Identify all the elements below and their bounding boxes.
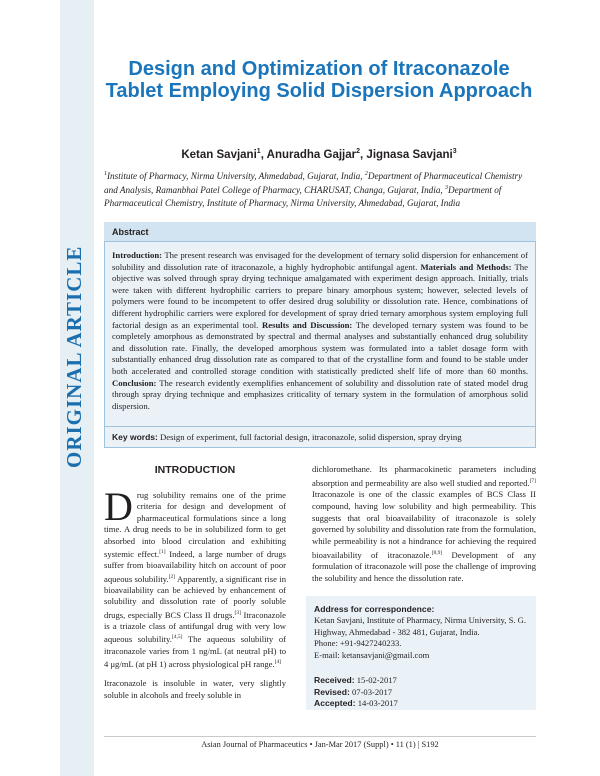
- affil-sup: 1: [104, 171, 107, 177]
- abstract-methods: The objective was solved through spray drying technique amalgamated with experiment design approach. Initially, trials were taken with different hydrophilic carriers to prepare binary amorphous system; however, selected levels of polymers were found to be incompetent to offer desired drug solubility or dissolution rate. Hence, combinations of different hydrophilic carriers were explored for development of spray dried ternary amorphous system employing full factorial design as an experimental tool.: [112, 261, 528, 330]
- author-affil-sup: 1: [256, 148, 261, 155]
- affiliation-3: Department of Pharmaceutical Chemistry, Institute of Pharmacy, Nirma University, Ahmedabad, Gujarat, India: [104, 185, 502, 208]
- affiliation-2: Department of Pharmaceutical Chemistry and Analysis, Ramanbhai Patel College of Pharmacy, CHARUSAT, Changa, Gujarat, India,: [104, 171, 523, 196]
- author-affil-sup: 2: [356, 148, 361, 155]
- correspondence-phone: Phone: +91-9427240233.: [314, 638, 402, 649]
- citation: [7]: [529, 477, 536, 484]
- citation: [4]: [274, 659, 282, 666]
- citation: [1]: [159, 549, 166, 556]
- abstract-results-label: Results and Discussion:: [261, 319, 353, 330]
- citation: [8,9]: [431, 549, 443, 556]
- abstract-heading: Abstract: [104, 222, 536, 242]
- footer-rule: [104, 736, 536, 737]
- abstract-results: The developed ternary system was found to be completely amorphous as demonstrated by spectral and thermal analyses and substantially enhanced drug solubility and dissolution rate. Finally, the developed amorphous system was formulated into a tablet dosage form with substantially enhanced drug dissolution rate as compared to that of the crystalline form and found to be stable under both accelerated and controlled storage condition with statistically predicted shelf life of more than 60 months.: [112, 319, 528, 376]
- article-type-label: ORIGINAL ARTICLE: [62, 245, 86, 468]
- author-name: Anuradha Gajjar: [266, 148, 357, 161]
- abstract-text: [104, 250, 536, 412]
- section-heading-introduction: INTRODUCTION: [154, 464, 236, 476]
- author-list: Ketan Savjani$^1$, Anuradha Gajjar$^2$, Jignasa Savjani$^3$: [181, 148, 457, 161]
- correspondence-heading: Address for correspondence:: [314, 604, 435, 614]
- citation: [4,5]: [171, 634, 183, 641]
- abstract-conclusion: The research evidently exemplifies enhancement of solubility and dissolution rate of stated model drug through spray drying technique and emphasizes criticality of ternary system in the formulation of amorphous solid dispersion.: [112, 377, 528, 411]
- abstract-intro: The present research was envisaged for the development of ternary solid dispersion for enhancement of solubility and dissolution rate of itraconazole, a highly hydrophobic antifungal agent.: [112, 250, 528, 272]
- keywords: [104, 426, 536, 448]
- author-affil-sup: 3: [452, 148, 457, 155]
- body-paragraph: Itraconazole is insoluble in water, very slightly soluble in alcohols and freely soluble in: [104, 678, 286, 700]
- body-paragraph: dichloromethane. Its pharmacokinetic parameters including absorption and permeability are also well studied and reported.[7] Itraconazole is one of the classic examples of BCS Class II compound, having low solubility and high permeability. This suggests that oral bioavailability of itraconazole is solely governed by solubility and dissolution rate from the formulation, while permeability is not a hindrance for achieving the required bioavailability of itraconazole.[8,9] Development of any formulation of itraconazole will pose the challenge of improving the solubility and hence the dissolution rate.: [312, 464, 537, 584]
- correspondence-address: [314, 604, 534, 661]
- author-name: Ketan Savjani: [181, 148, 257, 161]
- abstract-methods-label: Materials and Methods:: [420, 261, 512, 272]
- affil-sup: 3: [445, 185, 449, 192]
- correspondence-email[interactable]: E-mail: ketansavjani@gmail.com: [314, 649, 430, 660]
- body-paragraph: Drug solubility remains one of the prime criteria for design and development of pharmaceutical formulations since a long time. A drug needs to be in solubilized form to get absorbed into blood circulation and exhibiting systemic effect.[1] Indeed, a large number of drugs suffer from bioavailability hitch on account of poor aqueous solubility.[2] Apparently, a significant rise in bioavailability can be achieved by enhancement of solubility and dissolution rate of poorly soluble drugs, especially BCS Class II drugs.[3] Itraconazole is a triazole class of antifungal drug with very low aqueous solubility.[4,5] The aqueous solubility of itraconazole varies from 1 ng/mL (at neutral pH) to 4 μg/mL (at pH 1) across physiological pH range.[4]: [104, 484, 286, 669]
- affil-sup: 2: [364, 171, 368, 177]
- drop-cap: D: [104, 484, 133, 529]
- abstract-conclusion-label: Conclusion:: [112, 377, 157, 388]
- keywords-label: Key words:: [112, 432, 158, 442]
- keywords-text: Design of experiment, full factorial design, itraconazole, solid dispersion, spray drying: [157, 432, 462, 442]
- affiliations: [104, 168, 528, 209]
- abstract-intro-label: Introduction:: [112, 250, 163, 260]
- correspondence-line: Ketan Savjani, Institute of Pharmacy, Nirma University, S. G. Highway, Ahmedabad - 382 481, Gujarat, India.: [314, 615, 527, 637]
- body-column-right: [312, 464, 536, 585]
- date-received: Received: 15-02-2017: [314, 675, 397, 685]
- date-revised: Revised: 07-03-2017: [314, 686, 393, 697]
- citation: [2]: [168, 573, 176, 580]
- body-column-left: [104, 484, 286, 709]
- citation: [3]: [234, 609, 241, 616]
- date-accepted: Accepted: 14-03-2017: [314, 698, 398, 709]
- affiliation-1: Institute of Pharmacy, Nirma University, Ahmedabad, Gujarat, India,: [107, 171, 365, 182]
- page-footer: Asian Journal of Pharmaceutics • Jan-Mar 2017 (Suppl) • 11 (1) | S192: [201, 740, 439, 749]
- article-title: Design and Optimization of Itraconazole Tablet Employing Solid Dispersion Approach: [105, 58, 533, 102]
- author-name: Jignasa Savjani: [366, 148, 453, 161]
- article-dates: [314, 675, 534, 710]
